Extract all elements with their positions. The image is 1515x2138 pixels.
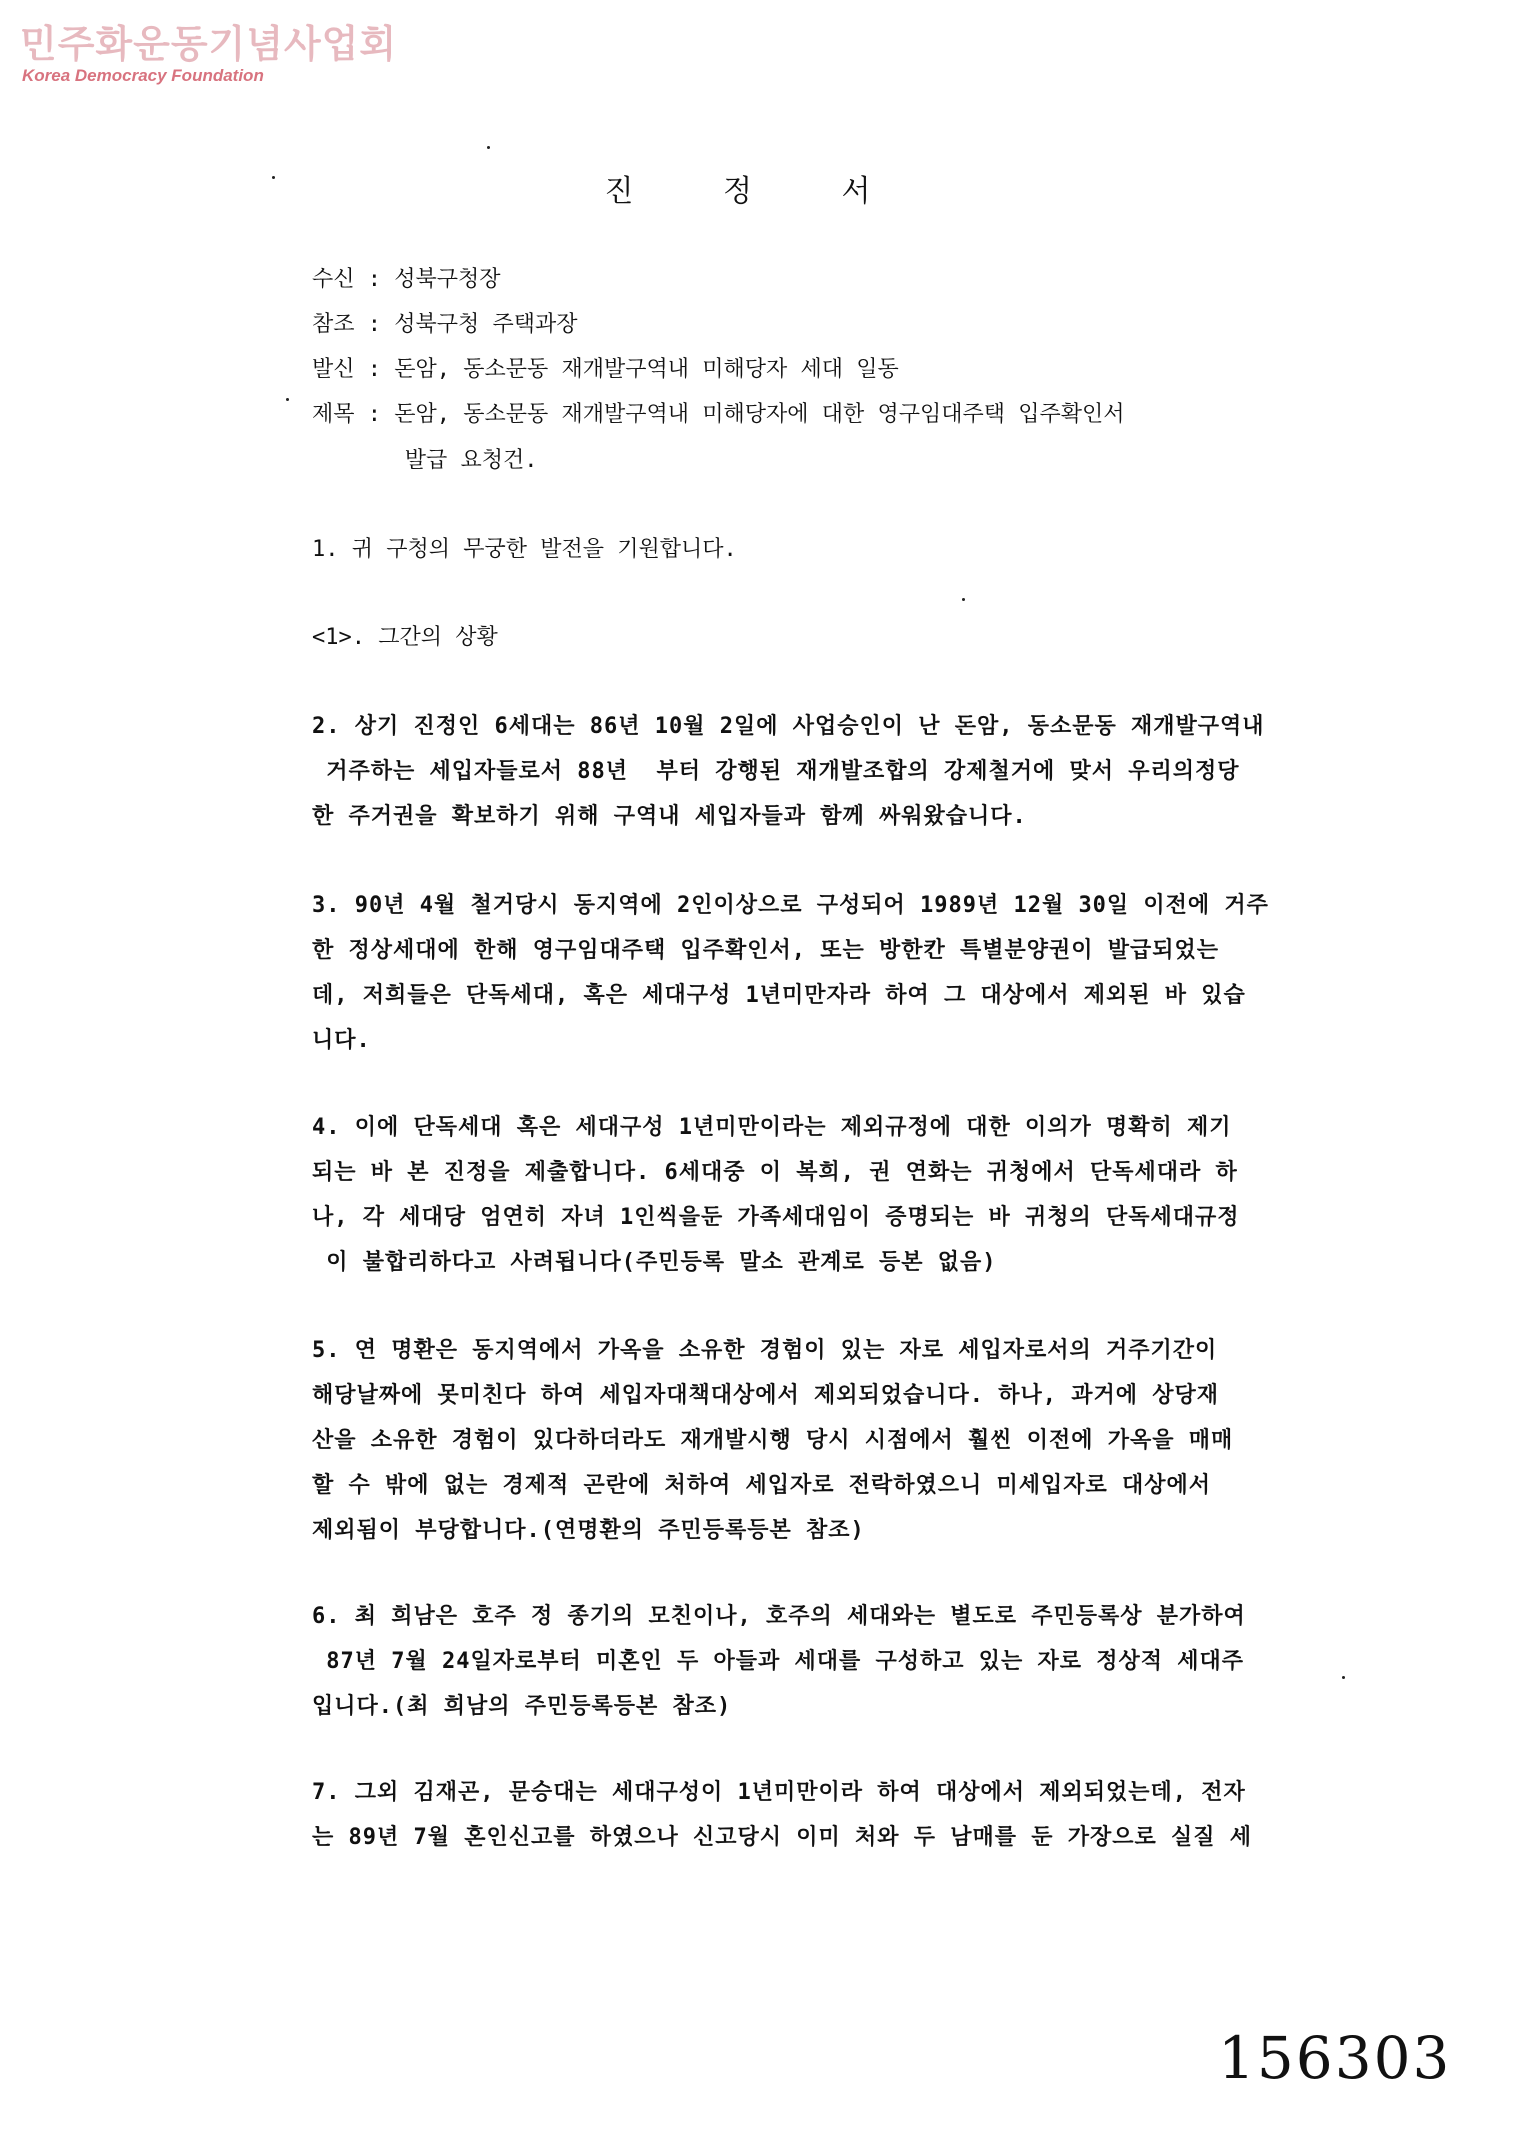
- section-heading: <1>. 그간의 상황: [312, 625, 498, 650]
- scan-speck: [962, 598, 965, 601]
- paragraph-line: 2. 상기 진정인 6세대는 86년 10월 2일에 사업승인이 난 돈암, 동소문동 재개발구역내: [312, 714, 1265, 739]
- paragraph-line: 87년 7월 24일자로부터 미혼인 두 아들과 세대를 구성하고 있는 자로 정상적 세대주: [312, 1649, 1244, 1674]
- paragraph-line: 는 89년 7월 혼인신고를 하였으나 신고당시 이미 처와 두 남매를 둔 가장으로 실질 세: [312, 1825, 1252, 1850]
- paragraph-line: 3. 90년 4월 철거당시 동지역에 2인이상으로 구성되어 1989년 12월 30일 이전에 거주: [312, 893, 1269, 918]
- paragraph-6: [312, 1594, 1330, 1729]
- paragraph-line: 7. 그외 김재곤, 문승대는 세대구성이 1년미만이라 하여 대상에서 제외되었는데, 전자: [312, 1780, 1246, 1805]
- subject-continuation-line: 발급 요청건.: [312, 448, 538, 473]
- reference-line: 참조 : 성북구청 주택과장: [312, 312, 578, 337]
- sender-line: 발신 : 돈암, 동소문동 재개발구역내 미해당자 세대 일동: [312, 357, 899, 382]
- scan-speck: [487, 146, 490, 149]
- watermark-logo: [20, 22, 397, 86]
- paragraph-line: 제외됨이 부당합니다.(연명환의 주민등록등본 참조): [312, 1518, 865, 1543]
- document-title: 진 정 서: [604, 174, 911, 209]
- paragraph-line: 이 불합리하다고 사려됩니다(주민등록 말소 관계로 등본 없음): [312, 1250, 997, 1275]
- paragraph-line: 데, 저희들은 단독세대, 혹은 세대구성 1년미만자라 하여 그 대상에서 제외된 바 있습: [312, 983, 1246, 1008]
- paragraph-line: 한 정상세대에 한해 영구임대주택 입주확인서, 또는 방한칸 특별분양권이 발급되었는: [312, 938, 1220, 963]
- paragraph-line: 한 주거권을 확보하기 위해 구역내 세입자들과 함께 싸워왔습니다.: [312, 804, 1027, 829]
- paragraph-2: [312, 704, 1330, 839]
- scan-speck: [272, 176, 275, 179]
- scan-speck: [1342, 1676, 1345, 1679]
- paragraph-7: [312, 1770, 1330, 1860]
- item-1-text: 1. 귀 구청의 무궁한 발전을 기원합니다.: [312, 537, 737, 562]
- paragraph-line: 입니다.(최 희남의 주민등록등본 참조): [312, 1694, 732, 1719]
- paragraph-line: 나, 각 세대당 엄연히 자녀 1인씩을둔 가족세대임이 증명되는 바 귀청의 단독세대규정: [312, 1205, 1240, 1230]
- watermark-english-text: Korea Democracy Foundation: [22, 66, 264, 85]
- document-number-stamp: 156303: [1218, 2024, 1452, 2092]
- recipient-line: 수신 : 성북구청장: [312, 267, 501, 292]
- paragraph-line: 6. 최 희남은 호주 정 종기의 모친이나, 호주의 세대와는 별도로 주민등록상 분가하여: [312, 1604, 1246, 1629]
- watermark-korean-text: 민주화운동기념사업회: [20, 22, 398, 66]
- paragraph-line: 할 수 밖에 없는 경제적 곤란에 처하여 세입자로 전락하였으니 미세입자로 대상에서: [312, 1473, 1212, 1498]
- paragraph-3: [312, 883, 1330, 1063]
- scan-speck: [286, 398, 289, 401]
- paragraph-line: 거주하는 세입자들로서 88년 부터 강행된 재개발조합의 강제철거에 맞서 우리의정당: [312, 759, 1240, 784]
- paragraph-5: [312, 1328, 1330, 1553]
- paragraph-line: 되는 바 본 진정을 제출합니다. 6세대중 이 복희, 권 연화는 귀청에서 단독세대라 하: [312, 1160, 1238, 1185]
- paragraph-4: [312, 1105, 1330, 1285]
- subject-line: 제목 : 돈암, 동소문동 재개발구역내 미해당자에 대한 영구임대주택 입주확인서: [312, 402, 1125, 427]
- paragraph-line: 5. 연 명환은 동지역에서 가옥을 소유한 경험이 있는 자로 세입자로서의 거주기간이: [312, 1338, 1218, 1363]
- paragraph-line: 니다.: [312, 1028, 371, 1053]
- paragraph-line: 해당날짜에 못미친다 하여 세입자대책대상에서 제외되었습니다. 하나, 과거에 상당재: [312, 1383, 1220, 1408]
- paragraph-line: 4. 이에 단독세대 혹은 세대구성 1년미만이라는 제외규정에 대한 이의가 명확히 제기: [312, 1115, 1232, 1140]
- paragraph-line: 산을 소유한 경험이 있다하더라도 재개발시행 당시 시점에서 훨씬 이전에 가옥을 매매: [312, 1428, 1234, 1453]
